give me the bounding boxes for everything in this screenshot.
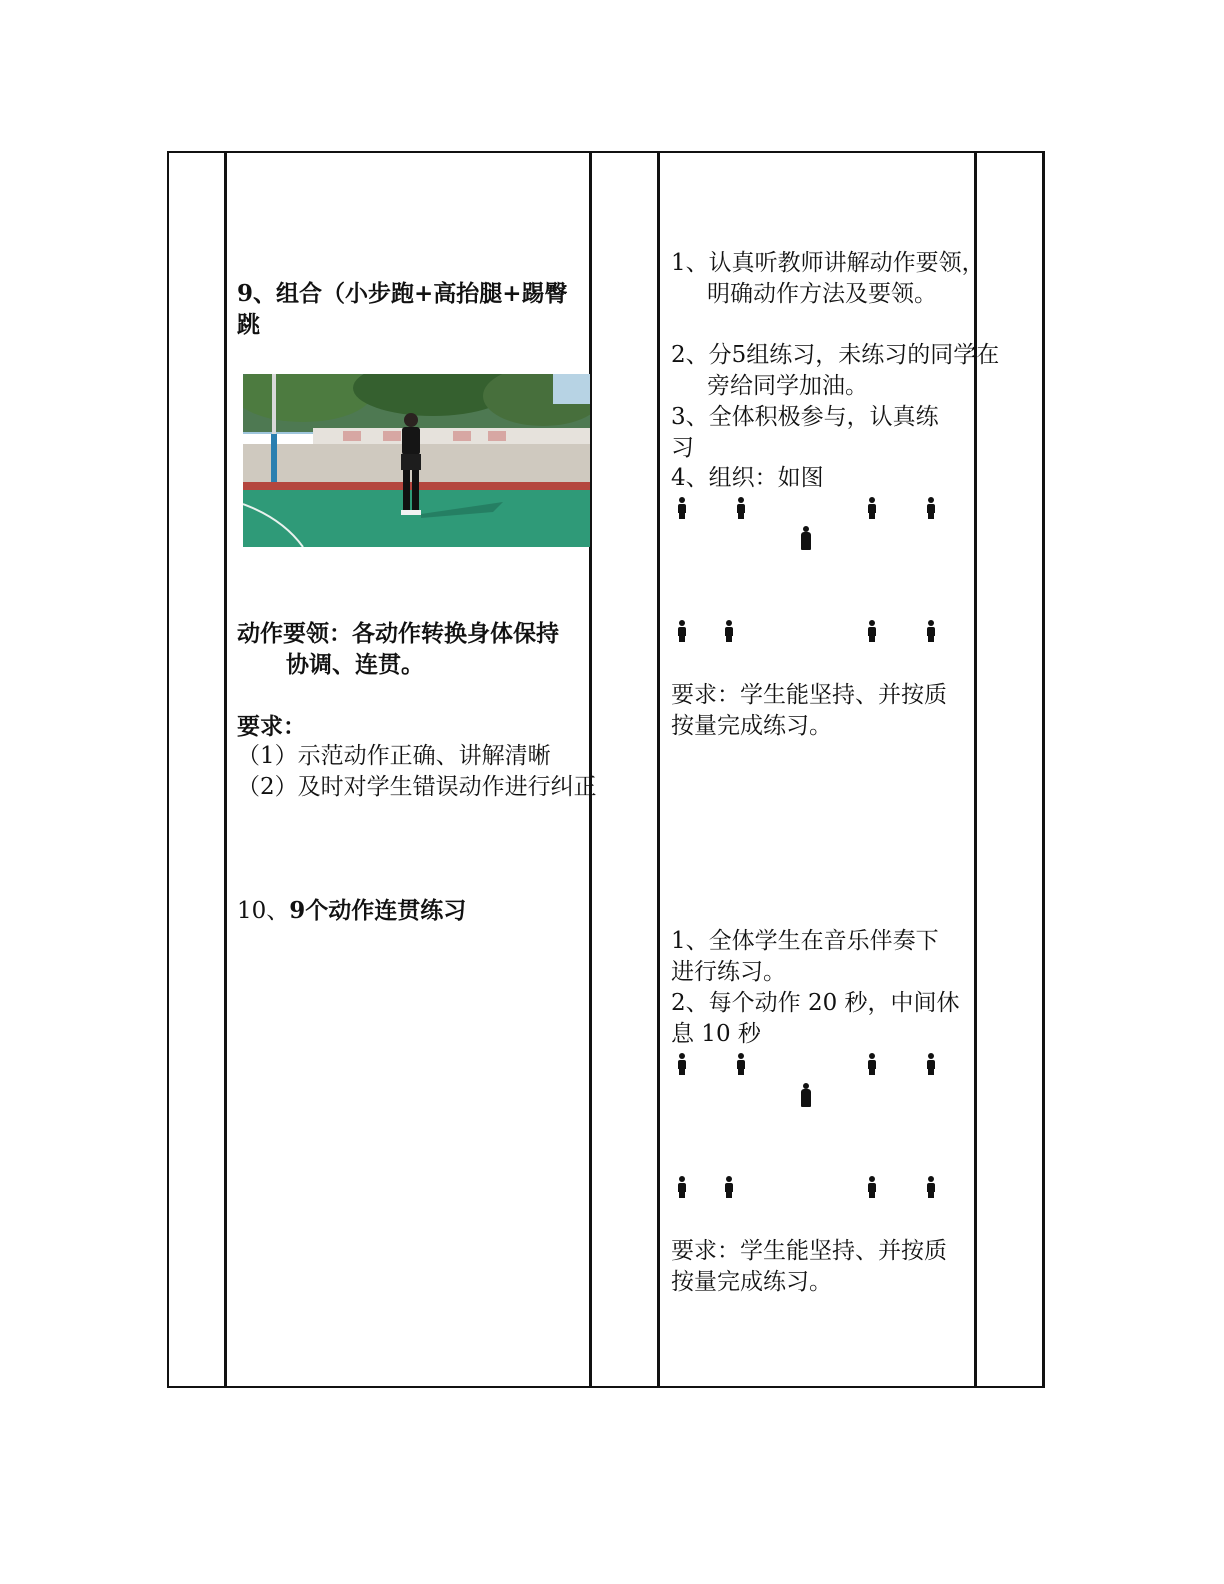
student-icon (676, 620, 688, 642)
student-icon (735, 497, 747, 519)
student-icon (866, 1053, 878, 1075)
student-icon (925, 1176, 937, 1198)
teacher-icon (800, 1083, 812, 1107)
item10-prefix: 10、 (237, 898, 290, 924)
student-icon (925, 1053, 937, 1075)
key-points-line2: 协调、连贯。 (286, 651, 424, 678)
s1-requirement: 要求：学生能坚持、并按质按量完成练习。 (671, 682, 947, 739)
requirement-2: （2）及时对学生错误动作进行纠正 (237, 774, 597, 800)
item10-title-row (237, 895, 466, 927)
s1-step-3-line1: 3、全体积极参与，认真练习 (671, 404, 939, 461)
student-icon (866, 497, 878, 519)
student-icon (723, 620, 735, 642)
student-icon (676, 497, 688, 519)
s2-requirement: 要求：学生能坚持、并按质按量完成练习。 (671, 1238, 947, 1295)
s2-step-2: 2、每个动作 20 秒，中间休息 10 秒 (671, 990, 960, 1047)
s2-step-1: 1、全体学生在音乐伴奏下进行练习。 (671, 928, 939, 985)
student-icon (866, 620, 878, 642)
key-points-line1: 动作要领：各动作转换身体保持 (237, 620, 559, 647)
student-icon (925, 497, 937, 519)
requirements-label: 要求： (237, 713, 306, 740)
s1-step-1: 1、认真听教师讲解动作要领，明确动作方法及要领。 (671, 250, 985, 307)
table-border-5 (974, 151, 977, 1388)
student-icon (735, 1053, 747, 1075)
table-border-4 (657, 151, 660, 1388)
student-icon (866, 1176, 878, 1198)
table-border-2 (224, 151, 227, 1388)
table-border-1 (167, 151, 169, 1388)
s1-step-2: 2、分5组练习，未练习的同学在旁给同学加油。 (671, 342, 1000, 399)
item9-title: 9、组合（小步跑+高抬腿+踢臀 (237, 280, 568, 307)
item10-title: 9个动作连贯练习 (289, 897, 467, 924)
table-border-3 (589, 151, 592, 1388)
demo-photo (243, 374, 590, 547)
teacher-icon (800, 526, 812, 550)
student-icon (676, 1053, 688, 1075)
student-icon (676, 1176, 688, 1198)
requirement-1: （1）示范动作正确、讲解清晰 (237, 743, 551, 769)
item9-title-cont: 跳 (237, 311, 260, 338)
table-top-border (167, 151, 1045, 153)
table-bottom-border (167, 1386, 1045, 1388)
student-icon (723, 1176, 735, 1198)
student-icon (925, 620, 937, 642)
s1-step-4: 4、组织：如图 (671, 465, 824, 491)
table-border-6 (1042, 151, 1045, 1388)
